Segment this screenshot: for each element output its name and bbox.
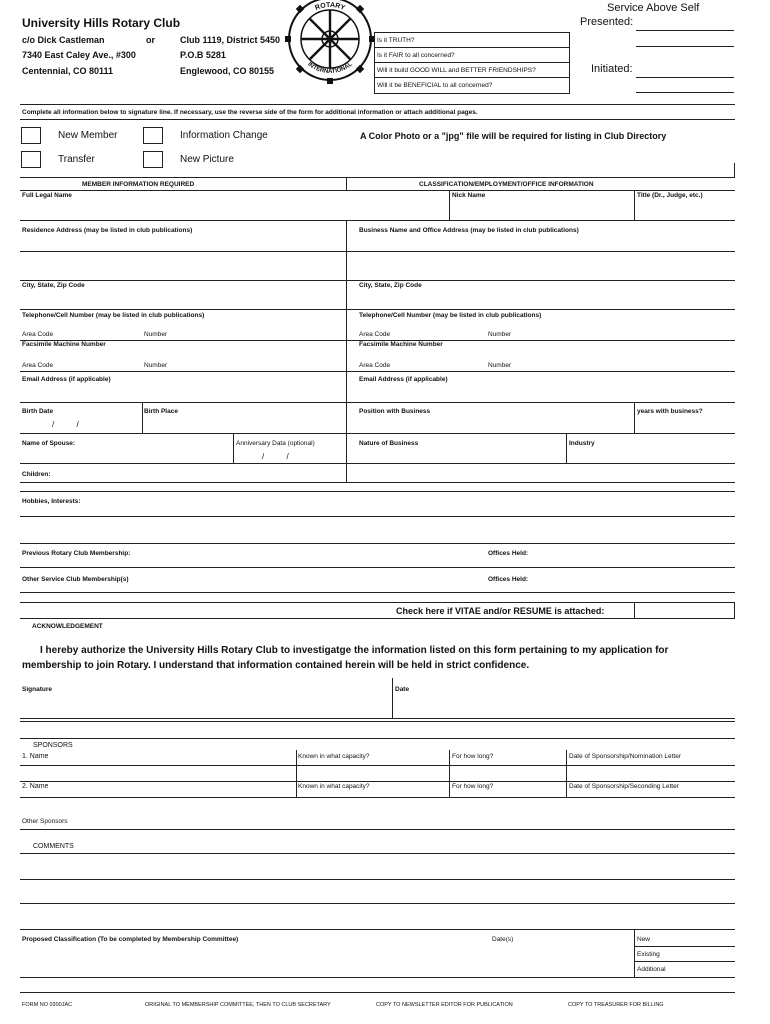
years-label: years with business? <box>637 408 703 415</box>
birth-row[interactable] <box>20 433 735 434</box>
position-label: Position with Business <box>359 408 431 415</box>
footer-original: ORIGINAL TO MEMBERSHIP COMMITTEE, THEN TO CLUB SECRETARY <box>145 1002 331 1008</box>
contact-line-3: Centennial, CO 80111 <box>22 66 114 76</box>
nick-name-label: Nick Name <box>452 192 486 199</box>
vitae-checkbox[interactable] <box>636 604 732 616</box>
logo-top-text: ROTARY <box>314 1 346 12</box>
comments-label: COMMENTS <box>33 843 74 850</box>
four-way-test-4: Will it be BENEFICIAL to all concerned? <box>377 82 493 89</box>
fax-right-label: Facsimile Machine Number <box>359 341 443 348</box>
sponsor-2-capacity-label: Known in what capacity? <box>298 783 370 790</box>
info-change-label: Information Change <box>180 130 268 141</box>
sponsor-2-how-long-label: For how long? <box>452 783 494 790</box>
area-code-label: Area Code <box>22 362 54 369</box>
number-label: Number <box>144 331 168 338</box>
club-line-2: P.O.B 5281 <box>180 50 226 60</box>
number-label: Number <box>144 362 168 369</box>
birth-date-slashes: / / <box>52 420 79 429</box>
info-change-checkbox[interactable] <box>143 127 163 144</box>
sponsor-1-row[interactable] <box>20 765 735 766</box>
title-label: Title (Dr., Judge, etc.) <box>637 192 703 199</box>
sponsor-1-capacity-label: Known in what capacity? <box>298 753 370 760</box>
number-label: Number <box>488 331 512 338</box>
business-address-label: Business Name and Office Address (may be listed in club publications) <box>359 227 579 234</box>
club-line-3: Englewood, CO 80155 <box>180 66 275 76</box>
sponsor-1-how-long-label: For how long? <box>452 753 494 760</box>
acknowledgement-text: I hereby authorize the University Hills Rotary Club to investigatge the information listed on this form pertaining to my application for membership to join Rotary. I understand that information contained herein will be held in strict confidence. <box>22 645 669 671</box>
initiated-line[interactable] <box>636 77 734 78</box>
email-left-label: Email Address (if applicable) <box>22 376 111 383</box>
anniversary-label: Anniversary Data (optional) <box>236 440 315 447</box>
four-way-test-1: Is it TRUTH? <box>377 37 415 44</box>
other-sponsors-label: Other Sponsors <box>22 818 68 825</box>
sponsor-1-name-label: 1. Name <box>22 753 49 760</box>
residence-address-label: Residence Address (may be listed in club publications) <box>22 227 193 234</box>
birth-date-label: Birth Date <box>22 408 54 415</box>
four-way-test-3: Will it build GOOD WILL and BETTER FRIENDSHIPS? <box>377 67 536 74</box>
presented-label: Presented: <box>580 16 634 28</box>
contact-line-1: c/o Dick Castleman <box>22 35 105 45</box>
full-legal-name-label: Full Legal Name <box>22 192 72 199</box>
contact-line-2: 7340 East Caley Ave., #300 <box>22 50 136 60</box>
initiated-label: Initiated: <box>591 63 633 75</box>
sponsors-label: SPONSORS <box>33 742 73 749</box>
area-code-label: Area Code <box>359 331 391 338</box>
acknowledgement-label: ACKNOWLEDGEMENT <box>32 623 103 630</box>
other-service-line[interactable] <box>20 592 735 593</box>
city-row[interactable] <box>20 309 735 310</box>
previous-rotary-label: Previous Rotary Club Membership: <box>22 550 131 557</box>
signature-line[interactable] <box>20 718 735 719</box>
new-member-label: New Member <box>58 130 118 141</box>
spouse-row[interactable] <box>20 463 735 464</box>
number-label: Number <box>488 362 512 369</box>
fax-left-label: Facsimile Machine Number <box>22 341 106 348</box>
member-info-header: MEMBER INFORMATION REQUIRED <box>82 181 195 188</box>
offices-held-label-1: Offices Held: <box>488 550 529 557</box>
or-text: or <box>146 35 155 45</box>
proposed-additional-option[interactable]: Additional <box>637 966 666 973</box>
nature-label: Nature of Business <box>359 440 419 447</box>
email-row[interactable] <box>20 402 735 403</box>
spouse-label: Name of Spouse: <box>22 440 76 447</box>
four-way-test-2: Is it FAIR to all concerned? <box>377 52 455 59</box>
city-state-zip-left: City, State, Zip Code <box>22 282 85 289</box>
address-line-2[interactable] <box>20 280 735 281</box>
presented-line[interactable] <box>636 30 734 31</box>
date-label: Date <box>395 686 410 693</box>
proposed-dates-label: Date(s) <box>492 936 514 943</box>
sponsor-2-row[interactable] <box>20 797 735 798</box>
signature-label: Signature <box>22 686 52 693</box>
footer-copy-newsletter: COPY TO NEWSLETTER EDITOR FOR PUBLICATION <box>376 1002 513 1008</box>
industry-label: Industry <box>569 440 595 447</box>
children-label: Children: <box>22 471 51 478</box>
footer-copy-treasurer: COPY TO TREASURER FOR BILLING <box>568 1002 664 1008</box>
city-state-zip-right: City, State, Zip Code <box>359 282 422 289</box>
sponsor-2-name-label: 2. Name <box>22 783 49 790</box>
new-member-checkbox[interactable] <box>21 127 41 144</box>
proposed-new-option[interactable]: New <box>637 936 651 943</box>
comments-line-2[interactable] <box>20 903 735 904</box>
hobbies-line[interactable] <box>20 516 735 517</box>
proposed-row[interactable] <box>20 977 735 978</box>
motto: Service Above Self <box>607 2 700 14</box>
club-name: University Hills Rotary Club <box>22 16 181 30</box>
proposed-existing-option[interactable]: Existing <box>637 951 660 958</box>
area-code-label: Area Code <box>22 331 54 338</box>
telephone-left-label: Telephone/Cell Number (may be listed in club publications) <box>22 312 205 319</box>
birth-place-label: Birth Place <box>144 408 178 415</box>
proposed-classification-label: Proposed Classification (To be completed by Membership Committee) <box>22 936 239 943</box>
telephone-right-label: Telephone/Cell Number (may be listed in club publications) <box>359 312 542 319</box>
area-code-label: Area Code <box>359 362 391 369</box>
other-service-label: Other Service Club Membership(s) <box>22 576 129 583</box>
other-sponsors-line[interactable] <box>20 829 735 830</box>
instructions: Complete all information below to signature line. If necessary, use the reverse side of the form for additional information or attach additional pages. <box>22 109 478 116</box>
name-row[interactable] <box>20 220 735 221</box>
comments-line-1[interactable] <box>20 879 735 880</box>
logo-bottom-text: INTERNATIONAL <box>306 61 354 76</box>
sponsor-1-date-label: Date of Sponsorship/Nomination Letter <box>569 753 682 760</box>
new-picture-label: New Picture <box>180 154 234 165</box>
children-line[interactable] <box>20 491 735 492</box>
transfer-label: Transfer <box>58 154 95 165</box>
rotary-logo <box>285 0 375 84</box>
previous-rotary-line[interactable] <box>20 567 735 568</box>
classification-header: CLASSIFICATION/EMPLOYMENT/OFFICE INFORMATION <box>419 181 594 188</box>
transfer-checkbox[interactable] <box>21 151 41 168</box>
footer-form-no: FORM NO 0300JAC <box>22 1002 73 1008</box>
new-picture-checkbox[interactable] <box>143 151 163 168</box>
anniversary-slashes: / / <box>262 452 289 461</box>
hobbies-label: Hobbies, Interests: <box>22 498 81 505</box>
email-right-label: Email Address (if applicable) <box>359 376 448 383</box>
club-line-1: Club 1119, District 5450 <box>180 35 281 45</box>
offices-held-label-2: Offices Held: <box>488 576 529 583</box>
vitae-label: Check here if VITAE and/or RESUME is attached: <box>396 606 605 616</box>
fax-row[interactable] <box>20 371 735 372</box>
photo-note: A Color Photo or a "jpg" file will be required for listing in Club Directory <box>360 131 667 141</box>
address-line[interactable] <box>20 251 735 252</box>
sponsor-2-date-label: Date of Sponsorship/Seconding Letter <box>569 783 679 790</box>
